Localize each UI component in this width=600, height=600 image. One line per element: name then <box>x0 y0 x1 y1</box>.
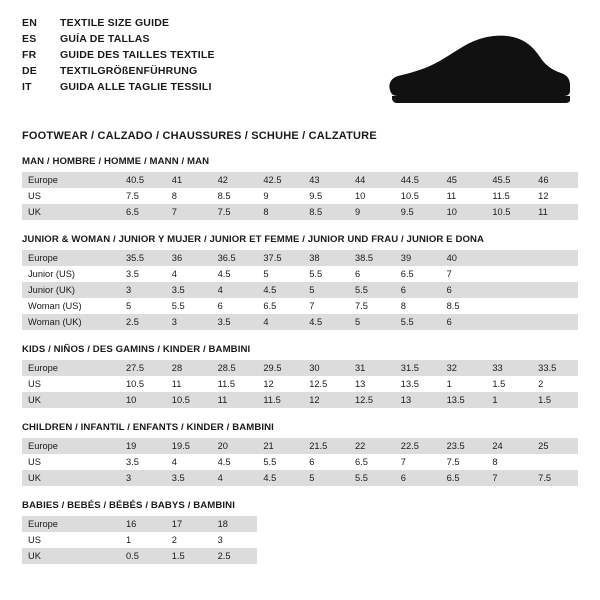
size-table <box>22 360 578 408</box>
size-cell: 29.5 <box>257 360 303 376</box>
table-row <box>22 188 578 204</box>
size-table <box>22 438 578 486</box>
row-label: Woman (UK) <box>22 314 120 330</box>
size-cell: 8 <box>166 188 212 204</box>
size-cell: 23.5 <box>441 438 487 454</box>
size-cell: 31 <box>349 360 395 376</box>
table-row <box>22 298 578 314</box>
size-cell: 2 <box>532 376 578 392</box>
section-title: MAN / HOMBRE / HOMME / MANN / MAN <box>22 156 210 167</box>
size-cell: 31.5 <box>395 360 441 376</box>
size-cell <box>303 516 349 532</box>
size-cell: 4.5 <box>212 454 258 470</box>
size-cell: 19 <box>120 438 166 454</box>
size-cell: 3.5 <box>120 266 166 282</box>
size-cell: 5.5 <box>349 470 395 486</box>
size-cell: 40 <box>441 250 487 266</box>
row-label: UK <box>22 470 120 486</box>
size-cell: 42.5 <box>257 172 303 188</box>
size-cell <box>395 516 441 532</box>
size-cell: 12 <box>303 392 349 408</box>
size-cell: 16 <box>120 516 166 532</box>
size-cell: 3 <box>166 314 212 330</box>
size-cell: 12 <box>257 376 303 392</box>
size-cell <box>303 548 349 564</box>
size-cell <box>486 516 532 532</box>
size-cell: 22 <box>349 438 395 454</box>
size-cell: 39 <box>395 250 441 266</box>
language-row <box>22 32 215 47</box>
size-cell: 36.5 <box>212 250 258 266</box>
table-row <box>22 204 578 220</box>
size-cell: 8 <box>257 204 303 220</box>
row-label: UK <box>22 392 120 408</box>
size-cell: 33.5 <box>532 360 578 376</box>
size-section <box>22 344 578 408</box>
size-cell <box>532 532 578 548</box>
size-cell: 3 <box>212 532 258 548</box>
table-row <box>22 314 578 330</box>
size-cell: 9.5 <box>395 204 441 220</box>
language-code: EN <box>22 17 37 29</box>
size-cell: 6 <box>441 314 487 330</box>
table-row <box>22 282 578 298</box>
size-cell: 10.5 <box>395 188 441 204</box>
size-cell: 5.5 <box>257 454 303 470</box>
size-cell: 6 <box>349 266 395 282</box>
size-cell: 9.5 <box>303 188 349 204</box>
table-row <box>22 548 578 564</box>
size-cell: 11.5 <box>257 392 303 408</box>
size-cell: 13.5 <box>441 392 487 408</box>
size-cell: 4 <box>257 314 303 330</box>
size-cell: 0.5 <box>120 548 166 564</box>
size-cell: 9 <box>349 204 395 220</box>
size-cell: 44 <box>349 172 395 188</box>
size-cell: 4 <box>166 266 212 282</box>
size-cell: 6 <box>303 454 349 470</box>
row-label: Europe <box>22 360 120 376</box>
size-cell: 46 <box>532 172 578 188</box>
size-cell: 35.5 <box>120 250 166 266</box>
table-row <box>22 392 578 408</box>
size-cell: 5 <box>120 298 166 314</box>
size-cell: 28 <box>166 360 212 376</box>
size-cell: 13.5 <box>395 376 441 392</box>
size-cell: 12.5 <box>303 376 349 392</box>
language-title: GUIDE DES TAILLES TEXTILE <box>60 49 215 61</box>
size-cell: 4 <box>212 470 258 486</box>
size-cell <box>532 266 578 282</box>
size-section <box>22 156 578 220</box>
size-cell: 5 <box>303 282 349 298</box>
size-cell: 21 <box>257 438 303 454</box>
size-section <box>22 422 578 486</box>
size-cell <box>486 314 532 330</box>
language-code: DE <box>22 65 37 77</box>
size-cell: 33 <box>486 360 532 376</box>
language-row <box>22 48 215 63</box>
language-row <box>22 16 215 31</box>
size-cell <box>532 548 578 564</box>
table-row <box>22 516 578 532</box>
size-cell: 7.5 <box>532 470 578 486</box>
size-cell <box>349 532 395 548</box>
row-label: US <box>22 188 120 204</box>
size-cell: 45 <box>441 172 487 188</box>
size-cell: 28.5 <box>212 360 258 376</box>
size-cell: 4 <box>212 282 258 298</box>
size-cell: 8.5 <box>212 188 258 204</box>
row-label: UK <box>22 204 120 220</box>
size-cell: 7.5 <box>441 454 487 470</box>
size-cell: 5.5 <box>395 314 441 330</box>
table-row <box>22 470 578 486</box>
size-cell: 44.5 <box>395 172 441 188</box>
size-cell: 20 <box>212 438 258 454</box>
size-cell: 13 <box>349 376 395 392</box>
size-cell: 22.5 <box>395 438 441 454</box>
size-cell: 1 <box>486 392 532 408</box>
table-row <box>22 266 578 282</box>
size-cell: 38.5 <box>349 250 395 266</box>
size-sections <box>22 156 578 564</box>
size-cell <box>532 314 578 330</box>
size-cell: 27.5 <box>120 360 166 376</box>
size-cell: 38 <box>303 250 349 266</box>
size-cell: 11 <box>441 188 487 204</box>
size-cell: 1.5 <box>532 392 578 408</box>
size-cell: 7 <box>486 470 532 486</box>
row-label: US <box>22 376 120 392</box>
table-row <box>22 532 578 548</box>
size-cell: 6 <box>441 282 487 298</box>
size-cell: 6.5 <box>257 298 303 314</box>
size-cell: 10.5 <box>486 204 532 220</box>
size-cell: 13 <box>395 392 441 408</box>
table-row <box>22 250 578 266</box>
table-row <box>22 360 578 376</box>
size-cell: 1.5 <box>486 376 532 392</box>
size-cell: 12.5 <box>349 392 395 408</box>
size-cell: 6.5 <box>395 266 441 282</box>
size-cell: 4.5 <box>303 314 349 330</box>
row-label: Europe <box>22 172 120 188</box>
size-cell <box>441 532 487 548</box>
size-cell <box>532 454 578 470</box>
size-cell: 10 <box>441 204 487 220</box>
size-cell: 42 <box>212 172 258 188</box>
size-cell: 4.5 <box>257 282 303 298</box>
size-cell: 17 <box>166 516 212 532</box>
size-cell: 36 <box>166 250 212 266</box>
size-cell: 3.5 <box>120 454 166 470</box>
size-cell <box>395 532 441 548</box>
size-cell <box>532 298 578 314</box>
size-cell <box>257 548 303 564</box>
size-cell <box>486 282 532 298</box>
size-cell: 7.5 <box>120 188 166 204</box>
size-cell: 32 <box>441 360 487 376</box>
section-title: CHILDREN / INFANTIL / ENFANTS / KINDER / BAMBINI <box>22 422 274 433</box>
size-cell: 2.5 <box>212 548 258 564</box>
language-title: TEXTILGRÖßENFÜHRUNG <box>60 65 198 77</box>
size-section <box>22 234 578 330</box>
size-cell: 5 <box>257 266 303 282</box>
size-cell: 3 <box>120 470 166 486</box>
size-cell <box>257 516 303 532</box>
size-section <box>22 500 578 564</box>
size-cell: 2.5 <box>120 314 166 330</box>
size-cell <box>532 250 578 266</box>
size-cell: 11 <box>166 376 212 392</box>
size-cell <box>486 266 532 282</box>
size-table <box>22 172 578 220</box>
size-table <box>22 250 578 330</box>
size-cell: 43 <box>303 172 349 188</box>
size-cell: 11.5 <box>486 188 532 204</box>
size-cell <box>486 298 532 314</box>
size-cell: 1 <box>441 376 487 392</box>
size-cell: 8.5 <box>303 204 349 220</box>
size-cell: 25 <box>532 438 578 454</box>
size-cell: 11 <box>532 204 578 220</box>
language-code: IT <box>22 81 32 93</box>
size-cell: 11.5 <box>212 376 258 392</box>
table-row <box>22 376 578 392</box>
size-cell <box>486 548 532 564</box>
dress-shoe-icon <box>382 28 572 114</box>
language-row <box>22 80 215 95</box>
row-label: US <box>22 532 120 548</box>
language-code: ES <box>22 33 37 45</box>
size-cell <box>532 282 578 298</box>
section-title: BABIES / BEBÉS / BÉBÉS / BABYS / BAMBINI <box>22 500 235 511</box>
size-cell: 6 <box>395 470 441 486</box>
size-cell: 40.5 <box>120 172 166 188</box>
row-label: Europe <box>22 438 120 454</box>
row-label: UK <box>22 548 120 564</box>
row-label: Europe <box>22 516 120 532</box>
size-cell: 45.5 <box>486 172 532 188</box>
size-cell: 6.5 <box>349 454 395 470</box>
row-label: Junior (UK) <box>22 282 120 298</box>
size-cell: 1 <box>120 532 166 548</box>
size-cell <box>441 548 487 564</box>
size-cell: 4 <box>166 454 212 470</box>
size-cell: 18 <box>212 516 258 532</box>
size-cell: 30 <box>303 360 349 376</box>
size-cell: 8.5 <box>441 298 487 314</box>
size-cell: 6.5 <box>120 204 166 220</box>
size-table <box>22 516 578 564</box>
size-cell: 5 <box>349 314 395 330</box>
size-cell: 3.5 <box>166 470 212 486</box>
size-cell: 3.5 <box>166 282 212 298</box>
language-title: GUIDA ALLE TAGLIE TESSILI <box>60 81 212 93</box>
language-title: GUÍA DE TALLAS <box>60 33 150 45</box>
size-cell <box>395 548 441 564</box>
table-row <box>22 172 578 188</box>
size-cell: 7 <box>395 454 441 470</box>
size-cell: 6.5 <box>441 470 487 486</box>
size-cell: 6 <box>395 282 441 298</box>
size-cell: 7.5 <box>349 298 395 314</box>
size-cell <box>486 532 532 548</box>
size-cell <box>441 516 487 532</box>
row-label: Europe <box>22 250 120 266</box>
size-cell: 10 <box>120 392 166 408</box>
section-title: KIDS / NIÑOS / DES GAMINS / KINDER / BAMBINI <box>22 344 251 355</box>
size-cell: 3.5 <box>212 314 258 330</box>
size-cell: 5.5 <box>166 298 212 314</box>
size-cell <box>303 532 349 548</box>
size-cell: 24 <box>486 438 532 454</box>
language-title: TEXTILE SIZE GUIDE <box>60 17 170 29</box>
size-cell: 10 <box>349 188 395 204</box>
size-cell: 5.5 <box>349 282 395 298</box>
size-cell: 41 <box>166 172 212 188</box>
size-cell: 37.5 <box>257 250 303 266</box>
size-cell: 12 <box>532 188 578 204</box>
language-code: FR <box>22 49 37 61</box>
section-title: JUNIOR & WOMAN / JUNIOR Y MUJER / JUNIOR ET FEMME / JUNIOR UND FRAU / JUNIOR E DONA <box>22 234 485 245</box>
size-cell: 8 <box>395 298 441 314</box>
size-cell: 7 <box>303 298 349 314</box>
table-row <box>22 454 578 470</box>
size-cell: 5.5 <box>303 266 349 282</box>
size-cell: 7 <box>166 204 212 220</box>
row-label: Junior (US) <box>22 266 120 282</box>
language-row <box>22 64 215 79</box>
size-cell: 11 <box>212 392 258 408</box>
size-cell: 7 <box>441 266 487 282</box>
size-cell: 21.5 <box>303 438 349 454</box>
size-cell: 1.5 <box>166 548 212 564</box>
table-row <box>22 438 578 454</box>
size-cell <box>532 516 578 532</box>
row-label: US <box>22 454 120 470</box>
size-cell: 4.5 <box>257 470 303 486</box>
size-cell: 4.5 <box>212 266 258 282</box>
size-cell: 6 <box>212 298 258 314</box>
size-cell <box>349 548 395 564</box>
page-header <box>22 14 578 114</box>
size-cell: 9 <box>257 188 303 204</box>
size-cell: 3 <box>120 282 166 298</box>
size-cell: 7.5 <box>212 204 258 220</box>
size-cell <box>349 516 395 532</box>
row-label: Woman (US) <box>22 298 120 314</box>
size-cell: 8 <box>486 454 532 470</box>
language-title-list <box>22 14 215 95</box>
category-line: FOOTWEAR / CALZADO / CHAUSSURES / SCHUHE / CALZATURE <box>22 130 377 142</box>
size-cell: 19.5 <box>166 438 212 454</box>
size-cell <box>257 532 303 548</box>
size-cell <box>486 250 532 266</box>
size-cell: 10.5 <box>166 392 212 408</box>
size-cell: 10.5 <box>120 376 166 392</box>
size-cell: 5 <box>303 470 349 486</box>
size-cell: 2 <box>166 532 212 548</box>
